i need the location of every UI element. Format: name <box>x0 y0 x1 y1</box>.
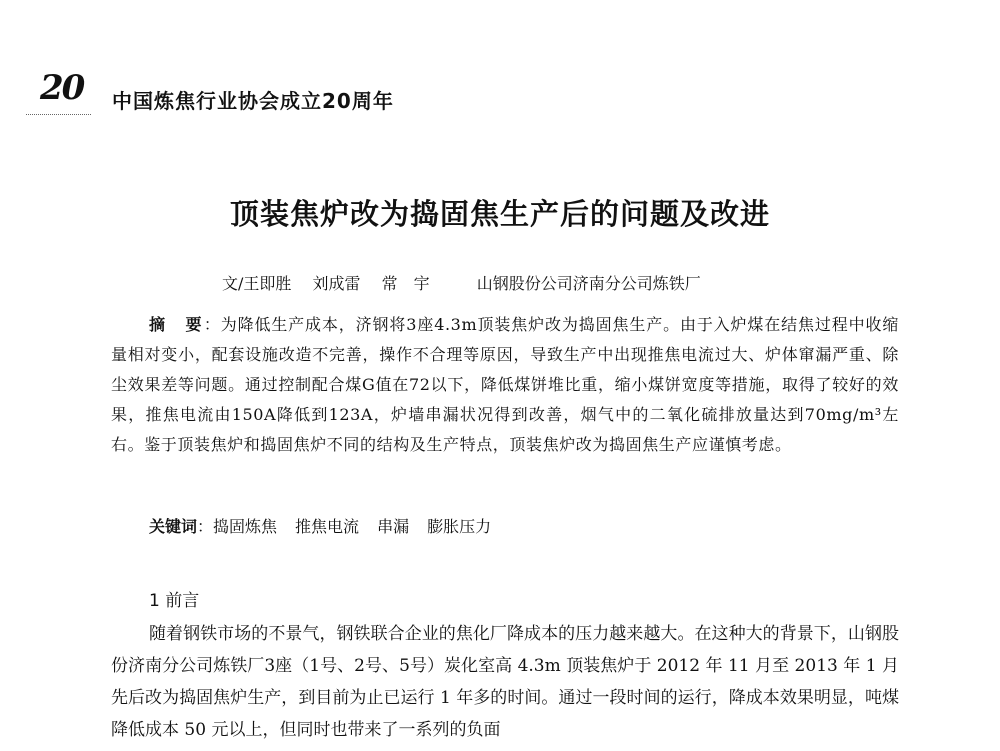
author-line <box>222 271 701 294</box>
keyword-item: 膨胀压力 <box>427 517 492 536</box>
author-affiliation: 山钢股份公司济南分公司炼铁厂 <box>476 274 701 293</box>
author-first: 文/王即胜 <box>222 274 292 293</box>
journal-name: 中国炼焦行业协会成立20周年 <box>112 89 394 113</box>
abstract-text: 为降低生产成本，济钢将3座4.3m顶装焦炉改为捣固焦生产。由于入炉煤在结焦过程中收缩量相对变小，配套设施改造不完善，操作不合理等原因，导致生产中出现推焦电流过大、炉体窜漏严重、除尘效果差等问题。通过控制配合煤G值在72以下，降低煤饼堆比重，缩小煤饼宽度等措施，取得了较好的效果，推焦电流由150A降低到123A，炉墙串漏状况得到改善，烟气中的二氧化硫排放量达到70mg/m³左右。鉴于顶装焦炉和捣固焦炉不同的结构及生产特点，顶装焦炉改为捣固焦生产应谨慎考虑。 <box>111 315 899 454</box>
header-rule <box>26 114 91 115</box>
running-header <box>40 68 500 118</box>
author-second: 刘成雷 <box>312 274 361 293</box>
keywords-label: 关键词 <box>149 517 198 536</box>
keyword-item: 串漏 <box>377 517 410 536</box>
page-number: 20 <box>40 68 84 108</box>
section-heading: 1 前言 <box>149 591 200 611</box>
keyword-item: 推焦电流 <box>295 517 360 536</box>
article-title: 顶装焦炉改为捣固焦生产后的问题及改进 <box>229 197 770 231</box>
author-third: 常 宇 <box>381 274 430 293</box>
abstract: 摘 要：为降低生产成本，济钢将3座4.3m顶装焦炉改为捣固焦生产。由于入炉煤在结焦过程中收缩量相对变小，配套设施改造不完善，操作不合理等原因，导致生产中出现推焦电流过大、炉体窜漏严重、除尘效果差等问题。通过控制配合煤G值在72以下，降低煤饼堆比重，缩小煤饼宽度等措施，取得了较好的效果，推焦电流由150A降低到123A，炉墙串漏状况得到改善，烟气中的二氧化硫排放量达到70mg/m³左右。鉴于顶装焦炉和捣固焦炉不同的结构及生产特点，顶装焦炉改为捣固焦生产应谨慎考虑。 <box>111 315 899 454</box>
abstract-label: 摘 要 <box>149 315 204 334</box>
body-paragraph: 随着钢铁市场的不景气，钢铁联合企业的焦化厂降成本的压力越来越大。在这种大的背景下，山钢股份济南分公司炼铁厂3座（1号、2号、5号）炭化室高 4.3m 顶装焦炉于 2012 年 11 月至 2013 年 1 月先后改为捣固焦炉生产，到目前为止已运行 1 年多的时间。通过一段时间的运行，降成本效果明显，吨煤降低成本 50 元以上，但同时也带来了一系列的负面 <box>111 624 899 740</box>
keyword-item: 捣固炼焦 <box>213 517 278 536</box>
keywords: 关键词：捣固炼焦 推焦电流 串漏 膨胀压力 <box>149 517 492 536</box>
